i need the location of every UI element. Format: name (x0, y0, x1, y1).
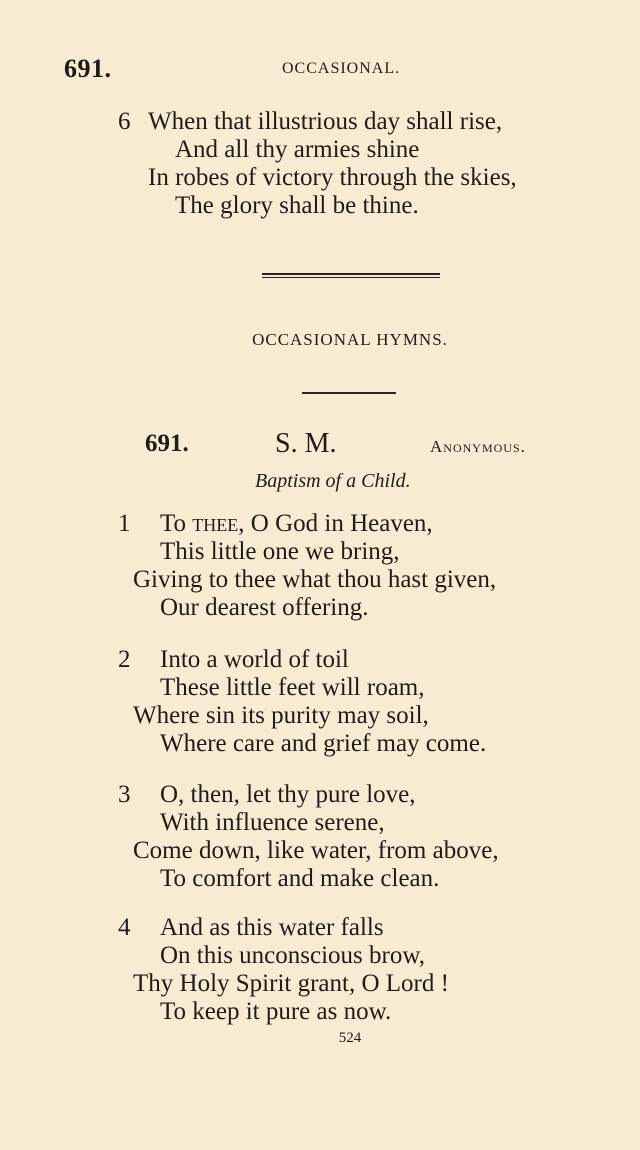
stanza-number: 4 (118, 914, 131, 941)
stanza-number: 6 (118, 108, 131, 135)
header-hymn-number: 691. (64, 54, 112, 83)
verse-line: Where care and grief may come. (160, 730, 487, 757)
verse-line: Where sin its purity may soil, (133, 702, 429, 729)
verse-text-smallcaps: thee (192, 510, 239, 537)
verse-line: Into a world of toil (160, 646, 349, 673)
verse-line: And all thy armies shine (175, 136, 420, 163)
stanza-number: 2 (118, 646, 131, 673)
divider-rule (262, 273, 440, 275)
verse-text: To (160, 510, 193, 537)
page-number: 524 (338, 1030, 362, 1046)
verse-text: , O God in Heaven, (238, 510, 433, 537)
verse-line: When that illustrious day shall rise, (148, 108, 503, 135)
verse-line: This little one we bring, (160, 538, 400, 565)
verse-line (160, 510, 433, 538)
running-head: OCCASIONAL. (282, 60, 401, 77)
verse-line: On this unconscious brow, (160, 942, 426, 969)
verse-line: With influence serene, (160, 809, 385, 836)
verse-line: These little feet will roam, (160, 674, 425, 701)
hymn-meter: S. M. (275, 428, 337, 459)
hymn-author: Anonymous. (430, 437, 526, 456)
verse-line: O, then, let thy pure love, (160, 781, 416, 808)
verse-line: And as this water falls (160, 914, 384, 941)
verse-line: The glory shall be thine. (175, 192, 419, 219)
verse-line: Come down, like water, from above, (133, 837, 499, 864)
stanza-number: 1 (118, 510, 131, 537)
verse-line: Our dearest offering. (160, 594, 369, 621)
page-header (64, 54, 554, 86)
stanza-number: 3 (118, 781, 131, 808)
hymn-number: 691. (145, 430, 189, 457)
divider-rule (302, 392, 396, 394)
divider-rule (262, 277, 440, 278)
verse-line: Thy Holy Spirit grant, O Lord ! (133, 970, 449, 997)
verse-line: To keep it pure as now. (160, 998, 392, 1025)
verse-line: To comfort and make clean. (160, 865, 440, 892)
verse-line: Giving to thee what thou hast given, (133, 566, 497, 593)
hymn-subtitle: Baptism of a Child. (255, 470, 411, 492)
verse-line: In robes of victory through the skies, (148, 164, 517, 191)
section-title: OCCASIONAL HYMNS. (252, 330, 448, 349)
